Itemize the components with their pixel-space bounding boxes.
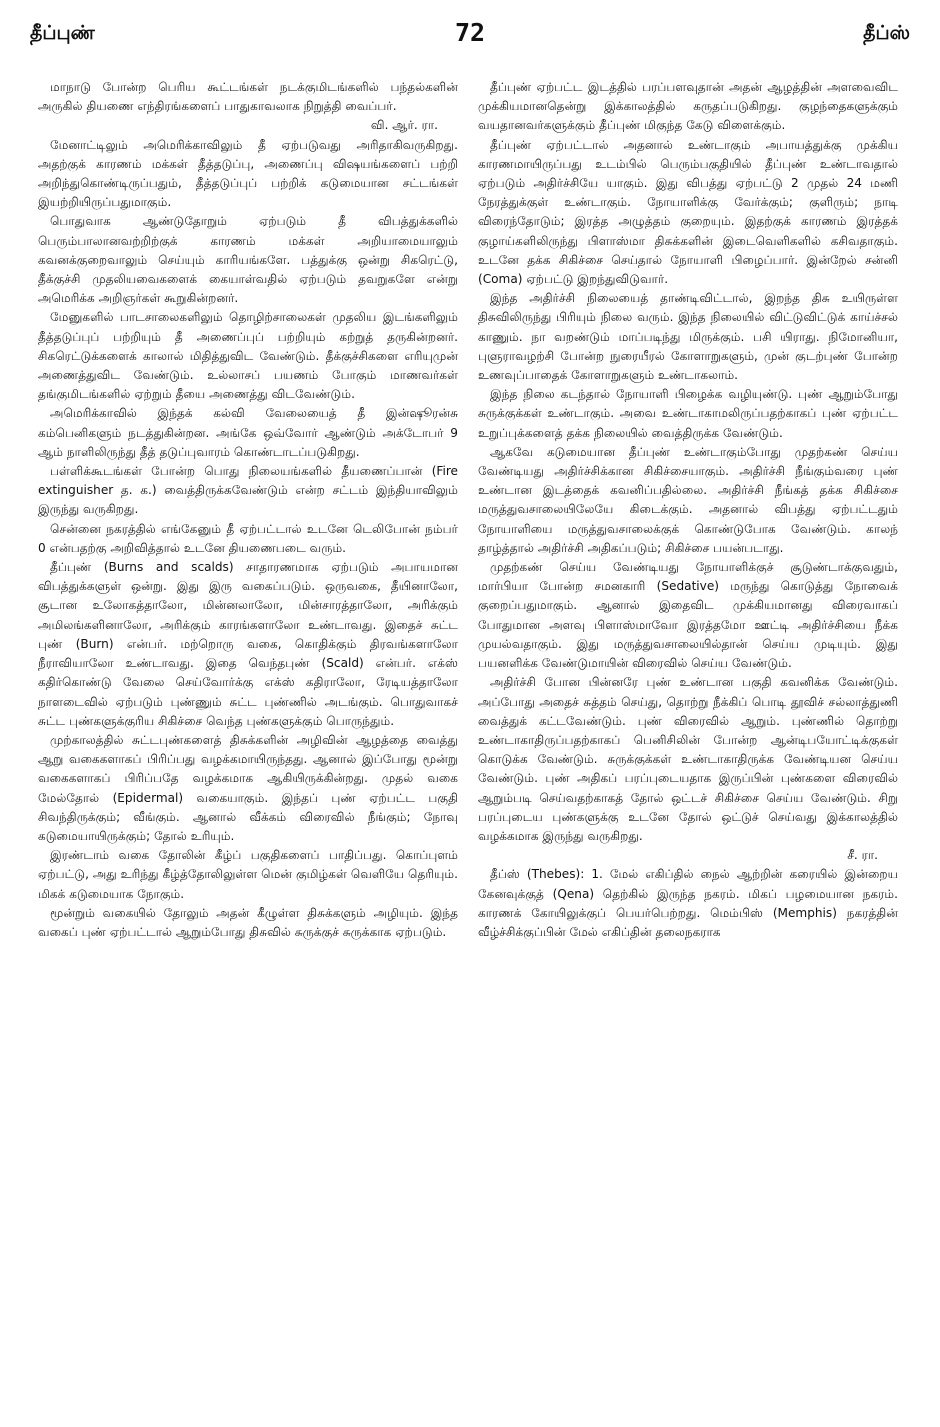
page-header — [30, 18, 910, 56]
paragraph: இந்த அதிர்ச்சி நிலையைத் தாண்டிவிட்டால், இறந்த திசு உயிருள்ள திசுவிலிருந்து பிரியும் நிலை வரும். இந்த நிலையில் விட்டுவிட்டுக் காய்ச்சல் காணும். நா வறண்டும் மாப்படிந்து மிருக்கும். பசி யிராது. நிமோனியா, புளுராவழற்சி போன்ற நுரையீரல் கோளாறுகளும், முன் குடற்புண் போன்ற உணவுப்பாதைக் கோளாறுகளும் உண்டாகலாம். — [478, 291, 898, 383]
paragraph: மூன்றும் வகையில் தோலும் அதன் கீழுள்ள திசுக்களும் அழியும். இந்த வகைப் புண் ஏற்பட்டால் ஆறும்போது திசுவில் சுருக்குச் சுருக்காக ஏற்படும். — [38, 905, 458, 939]
left-column — [38, 78, 458, 1408]
running-head-right: தீப்ஸ் — [863, 22, 910, 44]
entry-thebes: தீப்ஸ் (Thebes): 1. மேல் எகிப்தில் நைல் ஆற்றின் கரையில் இன்றைய கேனவுக்குத் (Qena) தெற்கில் இருந்த நகரம். மிகப் பழமையான நகரம். காரணக் கோயிலுக்குப் பெயர்பெற்றது. மெம்பிஸ் (Memphis) நகரத்தின் வீழ்ச்சிக்குப்பின் மேல் எகிப்தின் தலைநகராக — [478, 867, 898, 939]
paragraph: இந்த நிலை கடந்தால் நோயாளி பிழைக்க வழியுண்டு. புண் ஆறும்போது சுருக்குக்கள் உண்டாகும். அவை உண்டாகாமலிருப்பதற்காகப் புண் ஏற்பட்ட உறுப்புக்களைத் தக்க நிலையில் வைத்திருக்க வேண்டும். — [478, 387, 898, 440]
paragraph: சென்னை நகரத்தில் எங்கேனும் தீ ஏற்பட்டால் உடனே டெலிபோன் நம்பர் 0 என்பதற்கு அறிவித்தால் உடனே தியணைபடை வரும். — [38, 521, 458, 555]
paragraph: அதிர்ச்சி போன பின்னரே புண் உண்டான பகுதி கவனிக்க வேண்டும். அப்போது அதைச் சுத்தம் செய்து, தொற்று நீக்கிப் பொடி தூவிச் சல்லாத்துணி வைத்துக் கட்டவேண்டும். புண் விரைவில் ஆறும். புண்ணில் தொற்று உண்டாகாதிருப்பதற்காகப் பெனிசிலின் போன்ற ஆன்டிபயோட்டிக்குகள் கொடுக்க வேண்டும். சுருக்குக்கள் உண்டாகாதிருக்க வேண்டியன செய்ய வேண்டும். புண் அதிகப் பரப்புடையதாக இருப்பின் புண்களை விரைவில் ஆறும்படி செய்வதற்காகத் தோல் ஒட்டச் சிகிச்சை செய்ய வேண்டும். சிறு பரப்புடைய புண்களுக்கு உடனே தோல் ஒட்டுச் செய்வது இக்காலத்தில் வழக்கமாக இருந்து வருகிறது. — [478, 675, 898, 843]
paragraph: தீப்புண் ஏற்பட்டால் அதனால் உண்டாகும் அபாயத்துக்கு முக்கிய காரணமாயிருப்பது உடம்பில் பெரும்பகுதியில் தீப்புண் உண்டாவதால் ஏற்படும் அதிர்ச்சியே யாகும். இது விபத்து ஏற்பட்டு 2 முதல் 24 மணி நேரத்துக்குள் உண்டாகும். நோயாளிக்கு வேர்க்கும்; குளிரும்; நாடி விரைந்தோடும்; இரத்த அழுத்தம் குறையும். இதற்குக் காரணம் இரத்தக் குழாய்களிலிருந்து பிளாஸ்மா திசுக்களின் இடைவெளிகளில் கசிவதாகும். உடனே தக்க சிகிச்சை செய்தால் நோயாளி பிழைப்பார். இன்றேல் சன்னி (Coma) ஏற்பட்டு இறந்துவிடுவார். — [478, 137, 898, 287]
author-signature: வி. ஆர். ரா. — [370, 118, 438, 133]
paragraph: முதற்கண் செய்ய வேண்டியது நோயாளிக்குச் சூடுண்டாக்குவதும், மார்பியா போன்ற சமனகாரி (Sedative) மருந்து கொடுத்து நோவைக் குறைப்பதுமாகும். ஆனால் இதைவிட முக்கியமானது விரைவாகப் போதுமான அளவு பிளாஸ்மாவோ இரத்தமோ ஊட்டி அதிர்ச்சியை நீக்க முயல்வதாகும். இது மருத்துவசாலையில்தான் செய்ய முடியும். இது பயனளிக்க வேண்டுமாயின் விரைவில் செய்ய வேண்டும். — [478, 560, 898, 671]
paragraph: அமெரிக்காவில் இந்தக் கல்வி வேலையைத் தீ இன்ஷூரன்சு கம்பெனிகளும் நடத்துகின்றன. அங்கே ஒவ்வோர் ஆண்டும் அக்டோபர் 9 ஆம் நாளிலிருந்து தீத் தடுப்புவாரம் கொண்டாடப்படுகிறது. — [38, 406, 458, 459]
page-number: 72 — [454, 18, 486, 47]
paragraph: ஆகவே கடுமையான தீப்புண் உண்டாகும்போது முதற்கண் செய்ய வேண்டியது அதிர்ச்சிக்கான சிகிச்சையாகும். அதிர்ச்சி நீங்கும்வரை புண் உண்டான இடத்தைக் கவனிப்பதில்லை. அதிர்ச்சி நீங்கத் தக்க சிகிச்சை மருத்துவசாலையிலேயே கிடைக்கும். அதனால் விபத்து ஏற்பட்டதும் நோயாளியை மருத்துவசாலைக்குக் கொண்டுபோக வேண்டும். காலந் தாழ்த்தால் அதிர்ச்சி அதிகப்படும்; சிகிச்சை பயன்படாது. — [478, 444, 898, 555]
author-signature: சீ. ரா. — [847, 848, 878, 863]
paragraph: பள்ளிக்கூடங்கள் போன்ற பொது நிலையங்களில் தீயணைப்பான் (Fire extinguisher த. க.) வைத்திருக்கவேண்டும் என்ற சட்டம் இந்தியாவிலும் இருந்து வருகிறது. — [38, 464, 458, 517]
paragraph: மாநாடு போன்ற பெரிய கூட்டங்கள் நடக்குமிடங்களில் பந்தல்களின் அருகில் தியணை எந்திரங்களைப் பாதுகாவலாக நிறுத்தி வைப்பர். — [38, 80, 458, 114]
paragraph: மேனாட்டிலும் அமெரிக்காவிலும் தீ ஏற்படுவது அரிதாகிவருகிறது. அதற்குக் காரணம் மக்கள் தீத்தடுப்பு, அணைப்பு விஷயங்களைப் பற்றி அறிந்துகொண்டிருப்பதும், தீத்தடுப்புப் பற்றிக் கடுமையான சட்டங்கள் இயற்றியிருப்பதுமாகும். — [38, 137, 458, 210]
paragraph: மேனுகளில் பாடசாலைகளிலும் தொழிற்சாலைகள் முதலிய இடங்களிலும் தீத்தடுப்புப் பற்றியும் தீ அணைப்புப் பற்றியும் கற்றுத் தருகின்றனர். சிகரெட்டுக்களைக் காலால் மிதித்துவிட வேண்டும். தீக்குச்சிகளை எரியுமுன் அணைத்துவிட வேண்டும். உல்லாசப் பயணம் போகும் மாணவர்கள் தங்குமிடங்களில் ஏற்றும் தீயை அணைத்து விடவேண்டும். — [38, 310, 458, 402]
entry-thippun: தீப்புண் (Burns and scalds) சாதாரணமாக ஏற்படும் அபாயமான விபத்துக்களுள் ஒன்று. இது இரு வகைப்படும். ஒருவகை, தீயினாலோ, சூடான உலோகத்தாலோ, மின்னலாலோ, மின்சாரத்தாலோ, அரிக்கும் அமிலங்களினாலோ, அரிக்கும் காரங்களாலோ உண்டாவது. இதைச் சுட்ட புண் (Burn) என்பர். மற்றொரு வகை, கொதிக்கும் திரவங்களாலோ நீராவியாலோ உண்டாவது. இதை வெந்தபுண் (Scald) என்பர். எக்ஸ் கதிர்கொண்டு வேலை செய்வோர்க்கு எக்ஸ் கதிராலோ, ரேடியத்தாலோ நாளடைவில் ஏற்படும் புண்ணும் சுட்ட புண்ணில் அடங்கும். பொதுவாகச் சுட்ட புண்களுக்குரிய சிகிச்சை வெந்த புண்களுக்கும் பொருந்தும். — [38, 560, 458, 728]
paragraph: தீப்புண் ஏற்பட்ட இடத்தில் பரப்பளவுதான் அதன் ஆழத்தின் அளவைவிட முக்கியமானதென்று இக்காலத்தில் கருதப்படுகிறது. குழந்தைகளுக்கும் வயதானவர்களுக்கும் தீப்புண் மிகுந்த கேடு விளைக்கும். — [478, 80, 898, 133]
paragraph: பொதுவாக ஆண்டுதோறும் ஏற்படும் தீ விபத்துக்களில் பெரும்பாலானவற்றிற்குக் காரணம் மக்கள் அறியாமையாலும் கவனக்குறைவாலும் செய்யும் காரியங்களே. பத்துக்கு ஒன்று சிகரெட்டு, தீக்குச்சி முதலியவைகளைக் கையாள்வதில் ஏற்படும் தவறுகளே என்று அமெரிக்க அறிஞர்கள் கூறுகின்றனர். — [38, 214, 458, 306]
running-head-left: தீப்புண் — [30, 22, 95, 44]
paragraph: இரண்டாம் வகை தோலின் கீழ்ப் பகுதிகளைப் பாதிப்பது. கொப்புளம் ஏற்பட்டு, அது உரிந்து கீழ்த்தோலிலுள்ள மென் குமிழ்கள் வெளியே தெரியும். மிகக் கடுமையாக நோகும். — [38, 848, 458, 901]
paragraph: முற்காலத்தில் சுட்டபுண்களைத் திசுக்களின் அழிவின் ஆழத்தை வைத்து ஆறு வகைகளாகப் பிரிப்பது வழக்கமாயிருந்தது. ஆனால் இப்போது மூன்று வகைகளாகப் பிரிப்பதே வழக்கமாக ஆகியிருக்கின்றது. முதல் வகை மேல்தோல் (Epidermal) வகையாகும். இந்தப் புண் ஏற்பட்ட பகுதி சிவந்திருக்கும்; வீங்கும். ஆனால் வீக்கம் விரைவில் நீங்கும்; நோவு கடுமையாயிருக்கும்; தோல் உரியும். — [38, 732, 458, 843]
right-column — [478, 78, 898, 1408]
